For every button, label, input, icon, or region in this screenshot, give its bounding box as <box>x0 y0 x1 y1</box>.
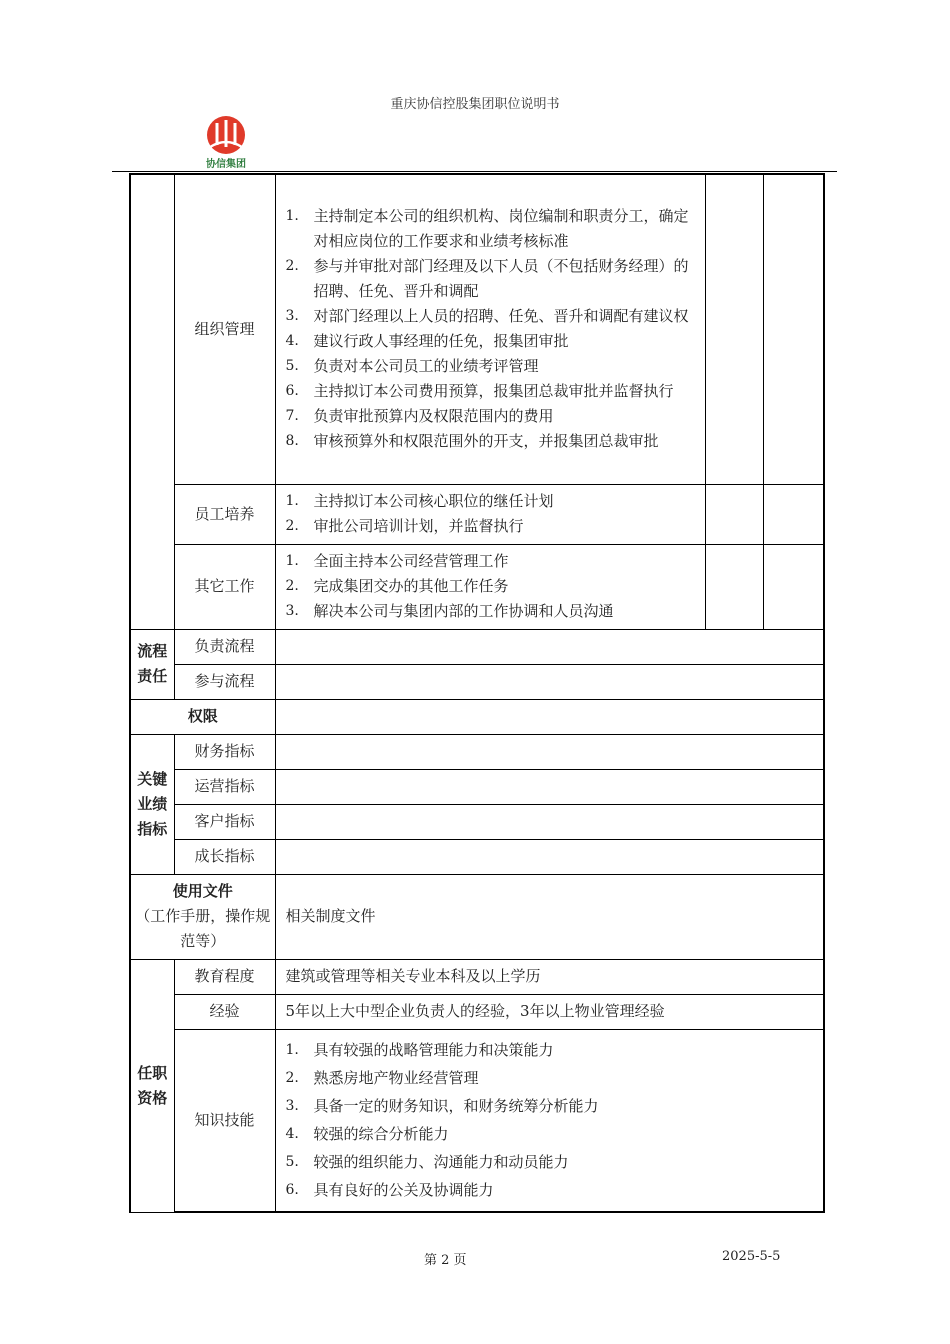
documents-title: 使用文件 <box>172 882 233 900</box>
authority-label: 权限 <box>130 699 275 734</box>
kpi-row-label: 客户指标 <box>174 804 275 839</box>
process-row-label: 参与流程 <box>174 664 275 699</box>
list-item: 1. 具有较强的战略管理能力和决策能力 <box>285 1041 554 1060</box>
duty-label-training: 员工培养 <box>174 484 275 544</box>
list-item: 8. 审核预算外和权限范围外的开支，并报集团总裁审批 <box>285 432 659 451</box>
list-item: 5. 负责对本公司员工的业绩考评管理 <box>285 357 539 376</box>
list-item: 5. 较强的组织能力、沟通能力和动员能力 <box>285 1153 569 1172</box>
empty-cell <box>763 174 824 484</box>
list-item: 1. 全面主持本公司经营管理工作 <box>285 552 509 570</box>
page-header-title: 重庆协信控股集团职位说明书 <box>390 97 560 112</box>
kpi-row-label: 运营指标 <box>174 769 275 804</box>
list-item: 2. 审批公司培训计划，并监督执行 <box>285 517 524 535</box>
empty-cell <box>705 544 763 629</box>
list-item: 1. 主持制定本公司的组织机构、岗位编制和职责分工，确定对相应岗位的工作要求和业绩考核标准 <box>285 207 689 251</box>
list-item: 6. 主持拟订本公司费用预算，报集团总裁审批并监督执行 <box>285 382 674 401</box>
process-row-value <box>275 629 824 664</box>
experience-label: 经验 <box>174 994 275 1029</box>
skills-value <box>275 1029 824 1212</box>
list-item: 2. 完成集团交办的其他工作任务 <box>285 577 509 595</box>
documents-subtitle: （工作手册，操作规范等） <box>135 907 271 950</box>
list-item: 7. 负责审批预算内及权限范围内的费用 <box>285 407 554 426</box>
empty-cell <box>763 484 824 544</box>
kpi-row-label: 成长指标 <box>174 839 275 874</box>
kpi-row-value <box>275 769 824 804</box>
kpi-row-value <box>275 804 824 839</box>
page-date: 2025-5-5 <box>722 1249 781 1264</box>
duty-items-org <box>275 174 705 484</box>
duty-label-org: 组织管理 <box>174 174 275 484</box>
logo-mark-icon <box>196 115 256 155</box>
authority-value <box>275 699 824 734</box>
kpi-row-value <box>275 839 824 874</box>
header-divider <box>112 171 837 172</box>
list-item: 4. 较强的综合分析能力 <box>285 1125 449 1144</box>
list-item: 2. 参与并审批对部门经理及以下人员（不包括财务经理）的招聘、任免、晋升和调配 <box>285 257 689 301</box>
logo-text: 协信集团 <box>206 159 246 170</box>
list-item: 1. 主持拟订本公司核心职位的继任计划 <box>285 492 554 510</box>
duty-items-other <box>275 544 705 629</box>
experience-value: 5年以上大中型企业负责人的经验，3年以上物业管理经验 <box>275 994 824 1029</box>
list-item: 4. 建议行政人事经理的任免，报集团审批 <box>285 332 569 351</box>
process-row-value <box>275 664 824 699</box>
job-description-table <box>129 173 825 1213</box>
qualifications-category: 任职 资格 <box>130 959 174 1212</box>
documents-value: 相关制度文件 <box>275 874 824 959</box>
education-label: 教育程度 <box>174 959 275 994</box>
list-item: 2. 熟悉房地产物业经营管理 <box>285 1069 479 1088</box>
education-value: 建筑或管理等相关专业本科及以上学历 <box>275 959 824 994</box>
list-item: 3. 具备一定的财务知识，和财务统筹分析能力 <box>285 1097 599 1116</box>
duty-label-other: 其它工作 <box>174 544 275 629</box>
empty-cell <box>705 174 763 484</box>
duty-items-training <box>275 484 705 544</box>
page-number: 第 2 页 <box>424 1253 467 1268</box>
process-category: 流程 责任 <box>130 629 174 699</box>
empty-cell <box>705 484 763 544</box>
list-item: 3. 解决本公司与集团内部的工作协调和人员沟通 <box>285 602 614 620</box>
kpi-category: 关键 业绩 指标 <box>130 734 174 874</box>
list-item: 3. 对部门经理以上人员的招聘、任免、晋升和调配有建议权 <box>285 307 689 326</box>
empty-cell <box>763 544 824 629</box>
company-logo <box>196 115 256 171</box>
duties-category-cell <box>130 174 174 629</box>
kpi-row-value <box>275 734 824 769</box>
documents-header <box>130 874 275 959</box>
process-row-label: 负责流程 <box>174 629 275 664</box>
kpi-row-label: 财务指标 <box>174 734 275 769</box>
skills-label: 知识技能 <box>174 1029 275 1212</box>
list-item: 6. 具有良好的公关及协调能力 <box>285 1181 494 1200</box>
